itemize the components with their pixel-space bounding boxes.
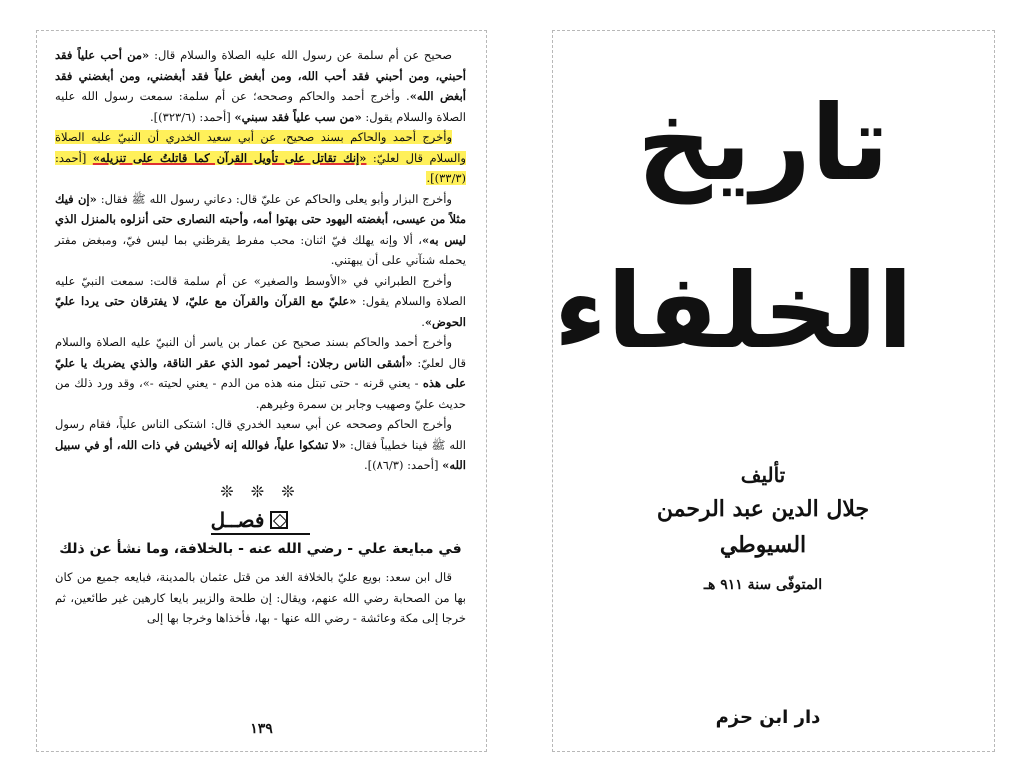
hadith-quote: «أشقى الناس رجلان: أحيمر ثمود الذي عقر الناقة، والذي يضربك يا عليّ على هذه <box>55 355 466 390</box>
book-title-line-1: تاريخ <box>637 82 889 204</box>
paragraph-text: وأخرج أحمد والحاكم بسند صحيح، عن أبي سعيد الخدري أن النبيّ عليه الصلاة والسلام قال لعليّ: <box>55 130 466 165</box>
page-number: ١٣٩ <box>250 721 273 737</box>
hadith-quote: «إن فيك مثلاً من عيسى، أبغضته اليهود حتى بهتوا أمه، وأحبته النصارى حتى أنزلوه بالمنزل الذي ليس به» <box>55 191 466 247</box>
section-title: في مبايعة علي - رضي الله عنه - بالخلافة، وما نشأ عن ذلك <box>59 540 462 557</box>
highlighted-passage <box>55 130 466 185</box>
paragraph-text: صحيح عن أم سلمة عن رسول الله عليه الصلاة والسلام قال: <box>149 48 453 62</box>
hadith-quote: «من سب علياً فقد سبني» <box>234 109 362 124</box>
left-book-page <box>36 30 487 752</box>
paragraph-text: ، ألا وإنه يهلك فيّ اثنان: محب مفرط يقرظني بما ليس فيّ، ومبغض مفتر يحمله شنآني على أن يبهتني. <box>55 232 466 267</box>
left-page-text <box>55 45 466 629</box>
author-name-line-2: السيوطي <box>719 532 807 558</box>
book-title-line-2: الخلفاء <box>553 250 913 372</box>
death-date: المتوفّى سنة ٩١١ هـ <box>703 577 823 593</box>
paragraph-text: [أحمد: (٣٢٣/٦)]. <box>150 109 235 124</box>
text-paragraph <box>55 271 466 333</box>
hadith-quote: «إنك تقاتل على تأويل القرآن كما قاتلتُ على تنزيله» <box>92 150 367 165</box>
paragraph-text: - يعني قرنه - حتى تبتل منه هذه من الدم - يعني لحيته -»، وقد ورد ذلك من حديث عليّ وصهيب وجابر بن سمرة وغيرهم. <box>55 376 466 411</box>
ornament-icon <box>270 511 288 529</box>
separator-stars: ❊ ❊ ❊ <box>220 481 301 501</box>
hadith-quote: «من أحب علياً فقد أحبني، ومن أحبني فقد أحب الله، ومن أبغض علياً فقد أبغضني، ومن أبغضني فقد أبغض الله» <box>55 48 466 103</box>
hadith-quote: «عليّ مع القرآن والقرآن مع عليّ، لا يفترقان حتى يردا عليّ الحوض» <box>55 294 466 329</box>
author-name-line-1: جلال الدين عبد الرحمن <box>656 496 870 522</box>
text-paragraph <box>55 127 466 189</box>
text-paragraph <box>55 332 466 414</box>
text-paragraph <box>55 189 466 271</box>
paragraph-text: . وأخرج أحمد والحاكم وصححه؛ عن أم سلمة: سمعت رسول الله عليه الصلاة والسلام يقول: <box>55 89 466 124</box>
author-block <box>593 459 933 601</box>
paragraph-text: وأخرج الطبراني في «الأوسط والصغير» عن أم سلمة قالت: سمعت النبيّ عليه الصلاة والسلام يقول: <box>55 273 466 308</box>
right-cover-page <box>552 30 995 752</box>
author-label: تأليف <box>740 463 786 487</box>
paragraph-text: وأخرج الحاكم وصححه عن أبي سعيد الخدري قال: اشتكى الناس علياً، فقام رسول الله ﷺ فينا خطيباً فقال: <box>55 417 466 452</box>
text-paragraph <box>55 414 466 476</box>
publisher-name: دار ابن حزم <box>715 707 821 728</box>
paragraph-text: وأخرج أحمد والحاكم بسند صحيح عن عمار بن ياسر أن النبيّ عليه الصلاة والسلام قال لعليّ: <box>55 335 466 370</box>
text-paragraph <box>55 45 466 127</box>
paragraph-text: وأخرج البزار وأبو يعلى والحاكم عن عليّ قال: دعاني رسول الله ﷺ فقال: <box>96 191 452 206</box>
final-paragraph: قال ابن سعد: بويع عليّ بالخلافة الغد من قتل عثمان بالمدينة، فبايعه جميع من كان بها من الصحابة رضي الله عنهم، ويقال: إن طلحة والزبير بايعا كارهين غير طائعين، ثم خرجا إلى مكة وعائشة - رضي الله عنها - بها، فأخذاها وخرجا بها إلى <box>55 570 466 625</box>
paragraph-text: [أحمد: (٨٦/٣)]. <box>363 458 443 472</box>
paragraph-text: . <box>421 314 425 329</box>
paragraph-list <box>55 45 466 476</box>
hadith-quote: «لا تشكوا علياً، فوالله إنه لأخيشن في ذات الله، أو في سبيل الله» <box>55 437 466 472</box>
fasl-heading <box>55 510 466 535</box>
fasl-label: فصــل <box>210 508 265 532</box>
paragraph-text: [أحمد: (٣٣/٣)]. <box>55 150 466 185</box>
